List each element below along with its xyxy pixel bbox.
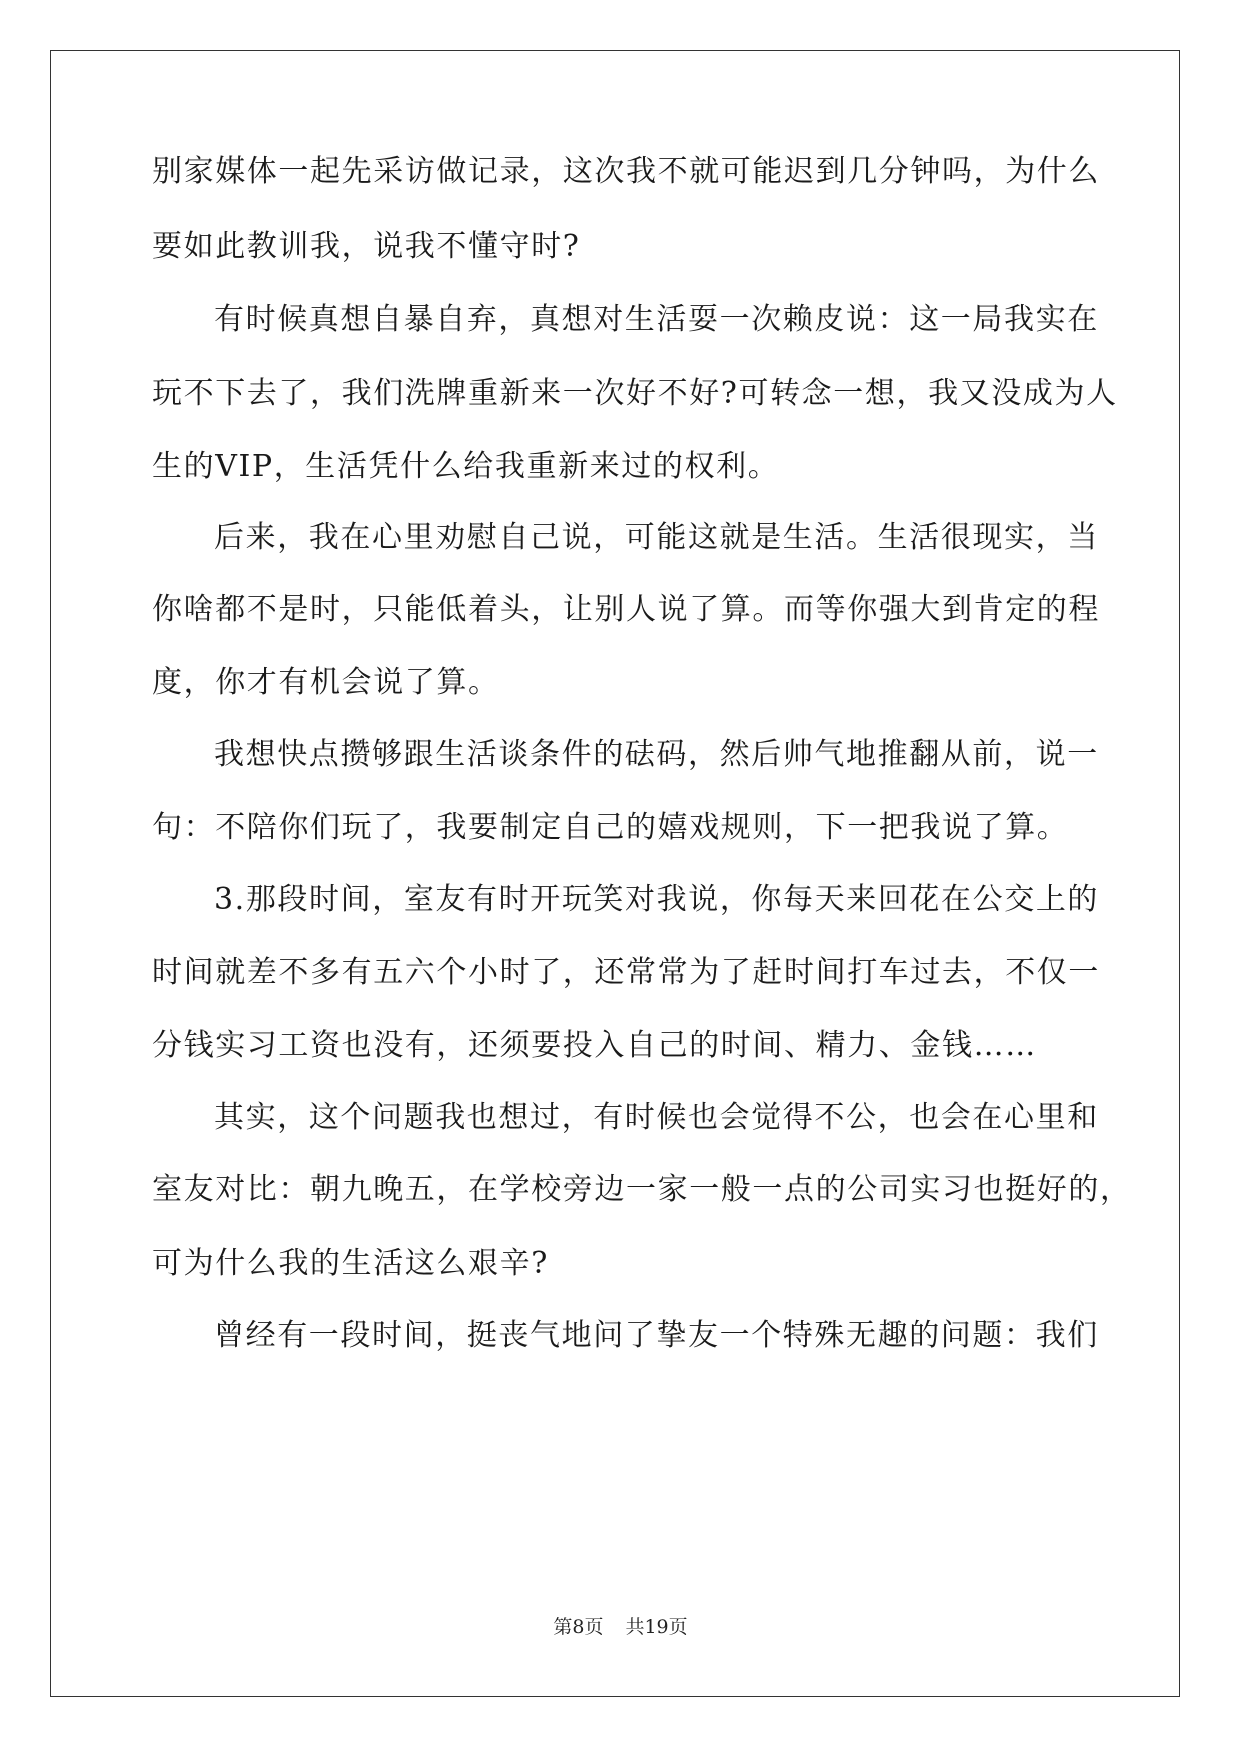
page-border — [50, 50, 1180, 1697]
text-line: 室友对比：朝九晚五，在学校旁边一家一般一点的公司实习也挺好的， — [152, 1172, 1132, 1207]
text-line: 后来，我在心里劝慰自己说，可能这就是生活。生活很现实，当 — [214, 520, 1099, 555]
text-line: 时间就差不多有五六个小时了，还常常为了赶时间打车过去，不仅一 — [152, 955, 1100, 990]
page-footer — [0, 1615, 1241, 1639]
text-line: 3.那段时间，室友有时开玩笑对我说，你每天来回花在公交上的 — [214, 882, 1100, 917]
text-line: 分钱实习工资也没有，还须要投入自己的时间、精力、金钱…… — [152, 1028, 1037, 1063]
page-total: 共19页 — [625, 1616, 688, 1638]
text-line: 其实，这个问题我也想过，有时候也会觉得不公，也会在心里和 — [214, 1100, 1099, 1135]
text-line: 生的VIP，生活凭什么给我重新来过的权利。 — [152, 449, 780, 484]
text-line: 曾经有一段时间，挺丧气地问了挚友一个特殊无趣的问题：我们 — [214, 1318, 1099, 1353]
text-line: 度，你才有机会说了算。 — [152, 665, 500, 700]
text-line: 你啥都不是时，只能低着头，让别人说了算。而等你强大到肯定的程 — [152, 592, 1100, 627]
text-line: 可为什么我的生活这么艰辛? — [152, 1246, 549, 1281]
text-line: 要如此教训我，说我不懂守时? — [152, 229, 581, 264]
text-line: 我想快点攒够跟生活谈条件的砝码，然后帅气地推翻从前，说一 — [214, 737, 1099, 772]
text-line: 有时候真想自暴自弃，真想对生活耍一次赖皮说：这一局我实在 — [214, 302, 1099, 337]
text-line: 句：不陪你们玩了，我要制定自己的嬉戏规则，下一把我说了算。 — [152, 810, 1069, 845]
text-line: 别家媒体一起先采访做记录，这次我不就可能迟到几分钟吗，为什么 — [152, 154, 1100, 189]
page-number: 第8页 — [553, 1616, 604, 1638]
text-line: 玩不下去了，我们洗牌重新来一次好不好?可转念一想，我又没成为人 — [152, 376, 1118, 411]
